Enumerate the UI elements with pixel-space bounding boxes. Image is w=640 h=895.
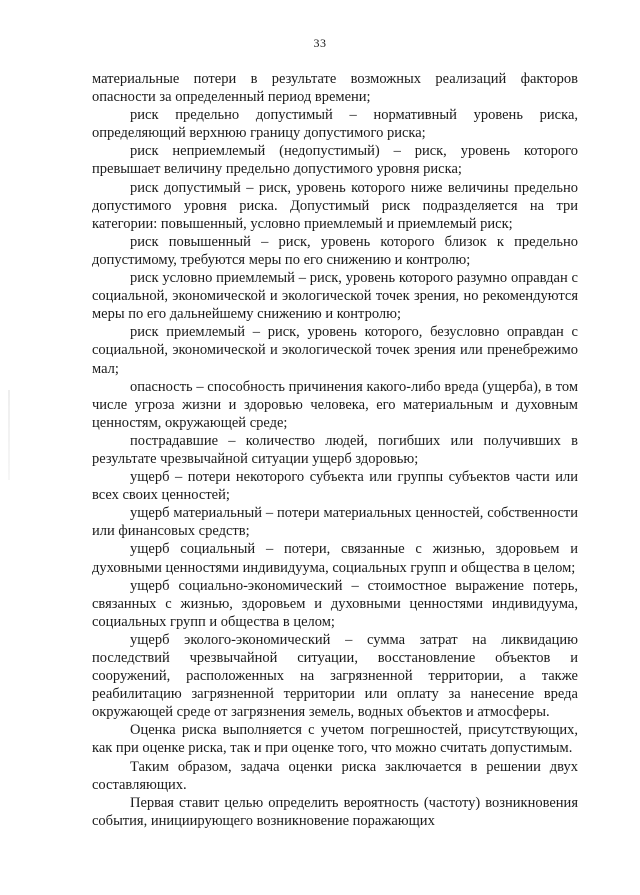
paragraph: опасность – способность причинения какого-либо вреда (ущерба), в том числе угроза жизни и здоровью человека, его материальным и духовным ценностям, окружающей среде; [92, 378, 578, 431]
paragraph: ущерб – потери некоторого субъекта или группы субъектов части или всех своих ценностей; [92, 469, 578, 504]
paragraph: ущерб эколого-экономический – сумма затрат на ликвидацию последствий чрезвычайной ситуации, восстановление объектов и сооружений, расположенных на загрязненной территории, а также реабилитацию загрязненной территории или оплату за нанесение вреда окружающей среде от загрязнения земель, водных объектов и атмосферы. [92, 631, 578, 721]
paragraph: риск допустимый – риск, уровень которого ниже величины предельно допустимого уровня риска. Допустимый риск подразделяется на три категории: повышенный, условно приемлемый и приемлемый риск; [92, 179, 578, 232]
paragraph: ущерб социальный – потери, связанные с жизнью, здоровьем и духовными ценностями индивидуума, социальных групп и общества в целом; [92, 541, 578, 576]
paragraph: пострадавшие – количество людей, погибших или получивших в результате чрезвычайной ситуации ущерб здоровью; [92, 432, 578, 467]
paragraph-continuation: материальные потери в результате возможных реализаций факторов опасности за определенный период времени; [92, 71, 578, 106]
paragraph: ущерб социально-экономический – стоимостное выражение потерь, связанных с жизнью, здоровьем и духовными ценностями индивидуума, социальных групп и общества в целом; [92, 577, 578, 630]
paragraph: Первая ставит целью определить вероятность (частоту) возникновения события, инициирующего возникновение поражающих [92, 794, 578, 829]
paragraph: Оценка риска выполняется с учетом погрешностей, присутствующих, как при оценке риска, так и при оценке того, что можно считать допустимым. [92, 722, 578, 757]
paragraph: ущерб материальный – потери материальных ценностей, собственности или финансовых средств; [92, 505, 578, 540]
scan-edge-mark [8, 390, 10, 480]
paragraph: риск предельно допустимый – нормативный уровень риска, определяющий верхнюю границу допустимого риска; [92, 107, 578, 142]
paragraph: риск условно приемлемый – риск, уровень которого разумно оправдан с социальной, экономической и экологической точек зрения, но рекомендуются меры по его дальнейшему снижению и контролю; [92, 270, 578, 323]
paragraph: риск приемлемый – риск, уровень которого, безусловно оправдан с социальной, экономической и экологической точек зрения или пренебрежимо мал; [92, 324, 578, 377]
paragraph: Таким образом, задача оценки риска заключается в решении двух составляющих. [92, 758, 578, 793]
paragraph: риск неприемлемый (недопустимый) – риск, уровень которого превышает величину предельно допустимого уровня риска; [92, 143, 578, 178]
paragraph: риск повышенный – риск, уровень которого близок к предельно допустимому, требуются меры по его снижению и контролю; [92, 233, 578, 268]
body-text [92, 70, 578, 830]
page-number: 33 [313, 36, 327, 50]
